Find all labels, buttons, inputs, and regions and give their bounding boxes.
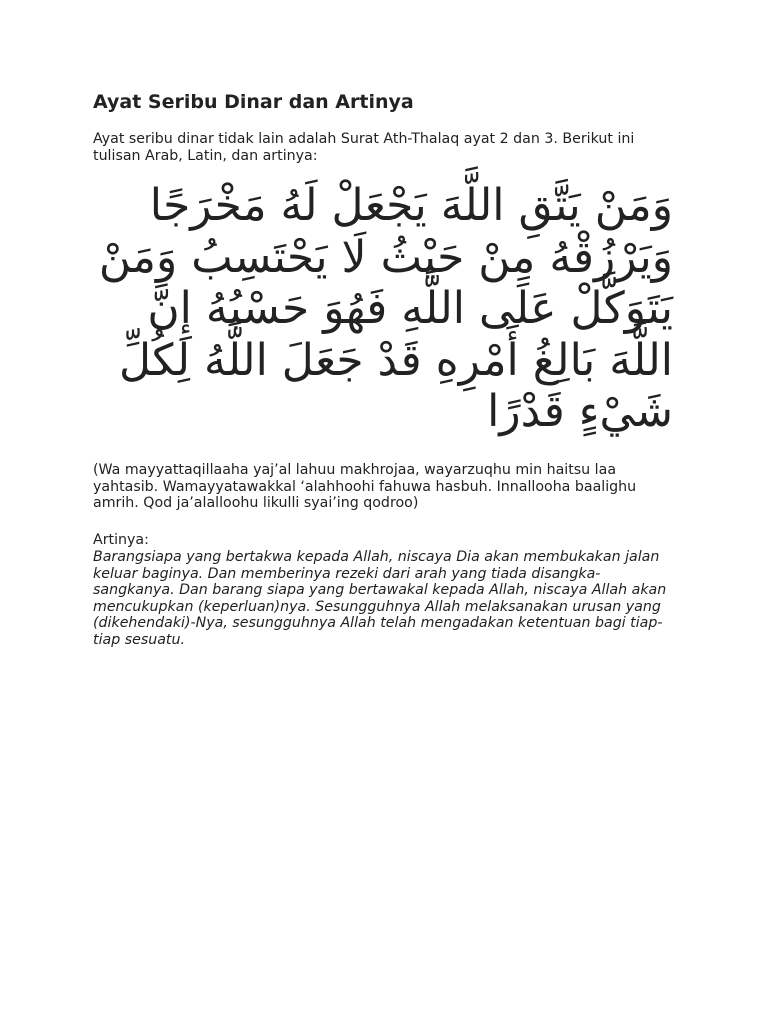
arabic-verse: وَمَنْ يَتَّقِ اللَّهَ يَجْعَلْ لَهُ مَخْرَجًا وَيَرْزُقْهُ مِنْ حَيْثُ لَا يَحْتَسِبُ وَمَنْ يَتَوَكَّلْ عَلَى اللَّهِ فَهُوَ حَسْبُهُ إِنَّ اللَّهَ بَالِغُ أَمْرِهِ قَدْ جَعَلَ اللَّهُ لِكُلِّ شَيْءٍ قَدْرًا — [98, 180, 673, 437]
meaning-label: Artinya: — [93, 532, 149, 548]
latin-transliteration: (Wa mayyattaqillaaha yaj’al lahuu makhrojaa, wayarzuqhu min haitsu laa yahtasib. Wamayyatawakkal ‘alahhoohi fahuwa hasbuh. Innallooha baalighu amrih. Qod ja’alalloohu likulli syai’ing qodroo) — [93, 462, 637, 511]
page-title: Ayat Seribu Dinar dan Artinya — [93, 91, 414, 113]
meaning-paragraph: Barangsiapa yang bertakwa kepada Allah, niscaya Dia akan membukakan jalan keluar baginya. Dan memberinya rezeki dari arah yang tiada disangka-sangkanya. Dan barang siapa yang bertawakal kepada Allah, niscaya Allah akan mencukupkan (keperluan)nya. Sesungguhnya Allah melaksanakan urusan yang (dikehendaki)-Nya, sesungguhnya Allah telah mengadakan ketentuan bagi tiap-tiap sesuatu. — [93, 549, 667, 648]
intro-paragraph: Ayat seribu dinar tidak lain adalah Surat Ath-Thalaq ayat 2 dan 3. Berikut ini tulisan Arab, Latin, dan artinya: — [93, 131, 635, 164]
